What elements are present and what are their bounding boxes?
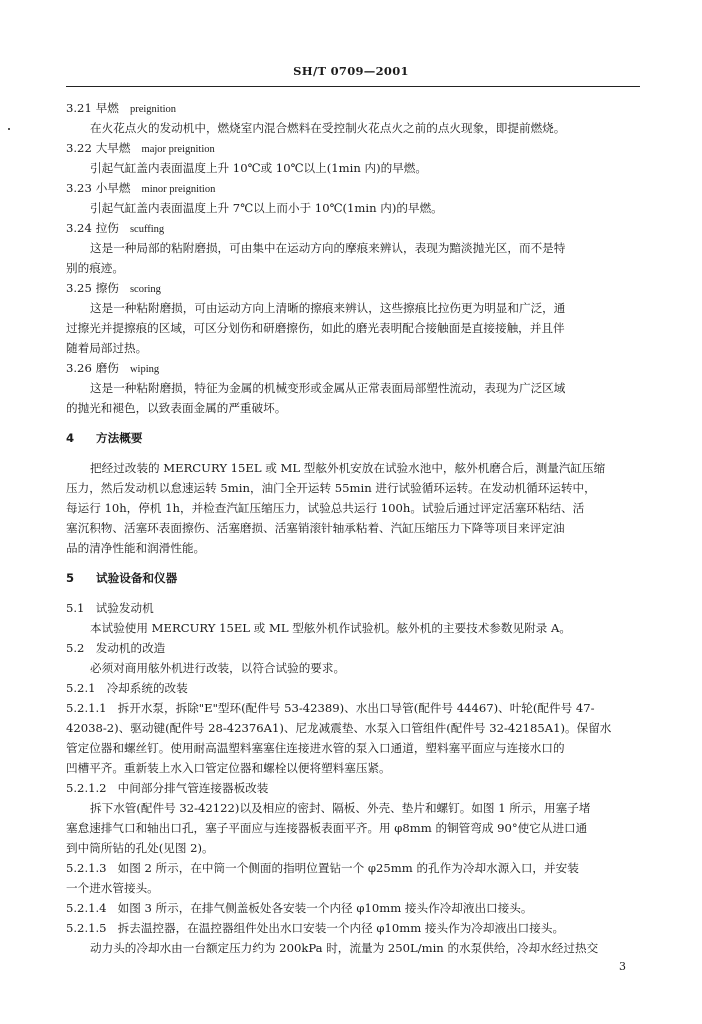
- term-heading: [66, 139, 640, 159]
- clause-line: 拆下水管(配件号 32-42122)以及相应的密封、隔板、外壳、垫片和螺钉。如图 1 所示，用塞子堵: [90, 801, 591, 815]
- term-english: wiping: [129, 364, 160, 375]
- clause-text: 拆去温控器，在温控器组件处出水口安装一个内径 φ10mm 接头作为冷却液出口接头。: [117, 921, 565, 935]
- standard-number-header: SH/T 0709—2001: [293, 64, 409, 78]
- term-definition-line: 随着局部过热。: [66, 341, 148, 355]
- term-chinese: 磨伤: [95, 361, 119, 375]
- clause-number: 5.2.1.1: [66, 701, 107, 715]
- subsection-title: 试验发动机: [95, 601, 154, 615]
- term-definition-line: 在火花点火的发动机中，燃烧室内混合燃料在受控制火花点火之前的点火现象，即提前燃烧。: [90, 121, 566, 135]
- term-english: minor preignition: [141, 184, 216, 195]
- clause-line: 动力头的冷却水由一台额定压力约为 200kPa 时，流量为 250L/min 的水泵供给，冷却水经过热交: [90, 941, 599, 955]
- clause-line: [66, 899, 640, 917]
- section-5-heading: [66, 569, 640, 587]
- section-4-line: 压力，然后发动机以怠速运转 5min，油门全开运转 55min 进行试验循环运转。在发动机循环运转中，: [66, 481, 596, 495]
- section-4-line: 品的清净性能和润滑性能。: [66, 541, 206, 555]
- term-definition-line: 别的痕迹。: [66, 261, 124, 275]
- subsection-heading: [66, 599, 640, 617]
- term-number: 3.23: [66, 181, 92, 195]
- term-heading: [66, 179, 640, 199]
- term-english: scuffing: [129, 224, 165, 235]
- clause-number: 5.2.1.5: [66, 921, 107, 935]
- clause-text: 拆开水泵，拆除"E"型环(配件号 53-42389)、水出口导管(配件号 44467)、叶轮(配件号 47-: [117, 701, 595, 715]
- clause-line: 到中筒所钻的孔处(见图 2)。: [66, 841, 214, 855]
- subsection-number: 5.2: [66, 641, 85, 655]
- term-heading: [66, 279, 640, 299]
- term-number: 3.26: [66, 361, 92, 375]
- clause-line: [66, 859, 640, 877]
- clause-number: 5.2.1.3: [66, 861, 107, 875]
- term-chinese: 拉伤: [95, 221, 119, 235]
- term-definition-line: 引起气缸盖内表面温度上升 7℃以上而小于 10℃(1min 内)的早燃。: [90, 201, 443, 215]
- subsection-title: 发动机的改造: [95, 641, 166, 655]
- subsection-number: 5.1: [66, 601, 85, 615]
- clause-line: [66, 699, 640, 717]
- term-chinese: 小早燃: [95, 181, 131, 195]
- term-chinese: 早燃: [95, 101, 119, 115]
- term-heading: [66, 99, 640, 119]
- clause-line: [66, 919, 640, 937]
- clause-title: 中间部分排气管连接器板改装: [117, 781, 269, 795]
- subsection-heading: [66, 639, 640, 657]
- clause-heading: [66, 779, 640, 797]
- section-4-line: 把经过改装的 MERCURY 15EL 或 ML 型舷外机安放在试验水池中，舷外机磨合后，测量汽缸压缩: [90, 461, 606, 475]
- term-number: 3.24: [66, 221, 92, 235]
- term-definition-line: 的抛光和褪色，以致表面金属的严重破坏。: [66, 401, 287, 415]
- scan-mark: [8, 128, 10, 130]
- body-line: 必须对商用舷外机进行改装，以符合试验的要求。: [90, 661, 346, 675]
- term-definition-line: 这是一种局部的粘附磨损，可由集中在运动方向的摩痕来辨认，表现为黯淡抛光区，而不是特: [90, 241, 566, 255]
- term-number: 3.25: [66, 281, 92, 295]
- clause-line: 凹槽平齐。重新装上水入口管定位器和螺栓以便将塑料塞压紧。: [66, 761, 391, 775]
- page-number: 3: [619, 960, 626, 973]
- clause-number: 5.2.1.2: [66, 781, 107, 795]
- section-number: 4: [66, 431, 75, 445]
- clause-line: 42038-2)、驱动键(配件号 28-42376A1)、尼龙减震垫、水泵入口管组件(配件号 32-42185A1)。保留水: [66, 721, 612, 735]
- term-chinese: 大早燃: [95, 141, 131, 155]
- term-number: 3.21: [66, 101, 92, 115]
- clause-text: 如图 2 所示，在中筒一个侧面的指明位置钻一个 φ25mm 的孔作为冷却水源入口，并安装: [117, 861, 579, 875]
- section-number: 5: [66, 571, 75, 585]
- subsection-number: 5.2.1: [66, 681, 96, 695]
- clause-line: 管定位器和螺丝钉。使用耐高温塑料塞塞住连接进水管的泵入口通道，塑料塞平面应与连接水口的: [66, 741, 565, 755]
- clause-line: 一个进水管接头。: [66, 881, 159, 895]
- subsection-heading: [66, 679, 640, 697]
- term-english: scoring: [129, 284, 161, 295]
- term-english: major preignition: [141, 144, 215, 155]
- clause-number: 5.2.1.4: [66, 901, 107, 915]
- term-definition-line: 过擦光并提擦痕的区域，可区分划伤和研磨擦伤，如此的磨光表明配合接触面是直接接触，并且伴: [66, 321, 565, 335]
- term-definition-line: 引起气缸盖内表面温度上升 10℃或 10℃以上(1min 内)的早燃。: [90, 161, 427, 175]
- term-number: 3.22: [66, 141, 92, 155]
- term-definition-line: 这是一种粘附磨损，特征为金属的机械变形或金属从正常表面局部塑性流动，表现为广泛区域: [90, 381, 566, 395]
- section-4-line: 每运行 10h，停机 1h，并检查汽缸压缩压力，试验总共运行 100h。试验后通过评定活塞环粘结、活: [66, 501, 585, 515]
- section-4-heading: [66, 429, 640, 447]
- term-heading: [66, 359, 640, 379]
- term-chinese: 擦伤: [95, 281, 119, 295]
- clause-text: 如图 3 所示，在排气侧盖板处各安装一个内径 φ10mm 接头作冷却液出口接头。: [117, 901, 533, 915]
- body-line: 本试验使用 MERCURY 15EL 或 ML 型舷外机作试验机。舷外机的主要技术参数见附录 A。: [90, 621, 571, 635]
- term-heading: [66, 219, 640, 239]
- subsection-title: 冷却系统的改装: [106, 681, 188, 695]
- section-title: 试验设备和仪器: [96, 571, 178, 585]
- header-rule: [66, 86, 640, 87]
- section-title: 方法概要: [96, 431, 143, 445]
- term-definition-line: 这是一种粘附磨损，可由运动方向上清晰的擦痕来辨认，这些擦痕比拉伤更为明显和广泛，通: [90, 301, 566, 315]
- section-4-line: 塞沉积物、活塞环表面擦伤、活塞磨损、活塞销滚针轴承粘着、汽缸压缩压力下降等项目来评定油: [66, 521, 565, 535]
- term-english: preignition: [129, 104, 177, 115]
- clause-line: 塞怠速排气口和轴出口孔，塞子平面应与连接器板表面平齐。用 φ8mm 的铜管弯成 90°使它从进口通: [66, 821, 588, 835]
